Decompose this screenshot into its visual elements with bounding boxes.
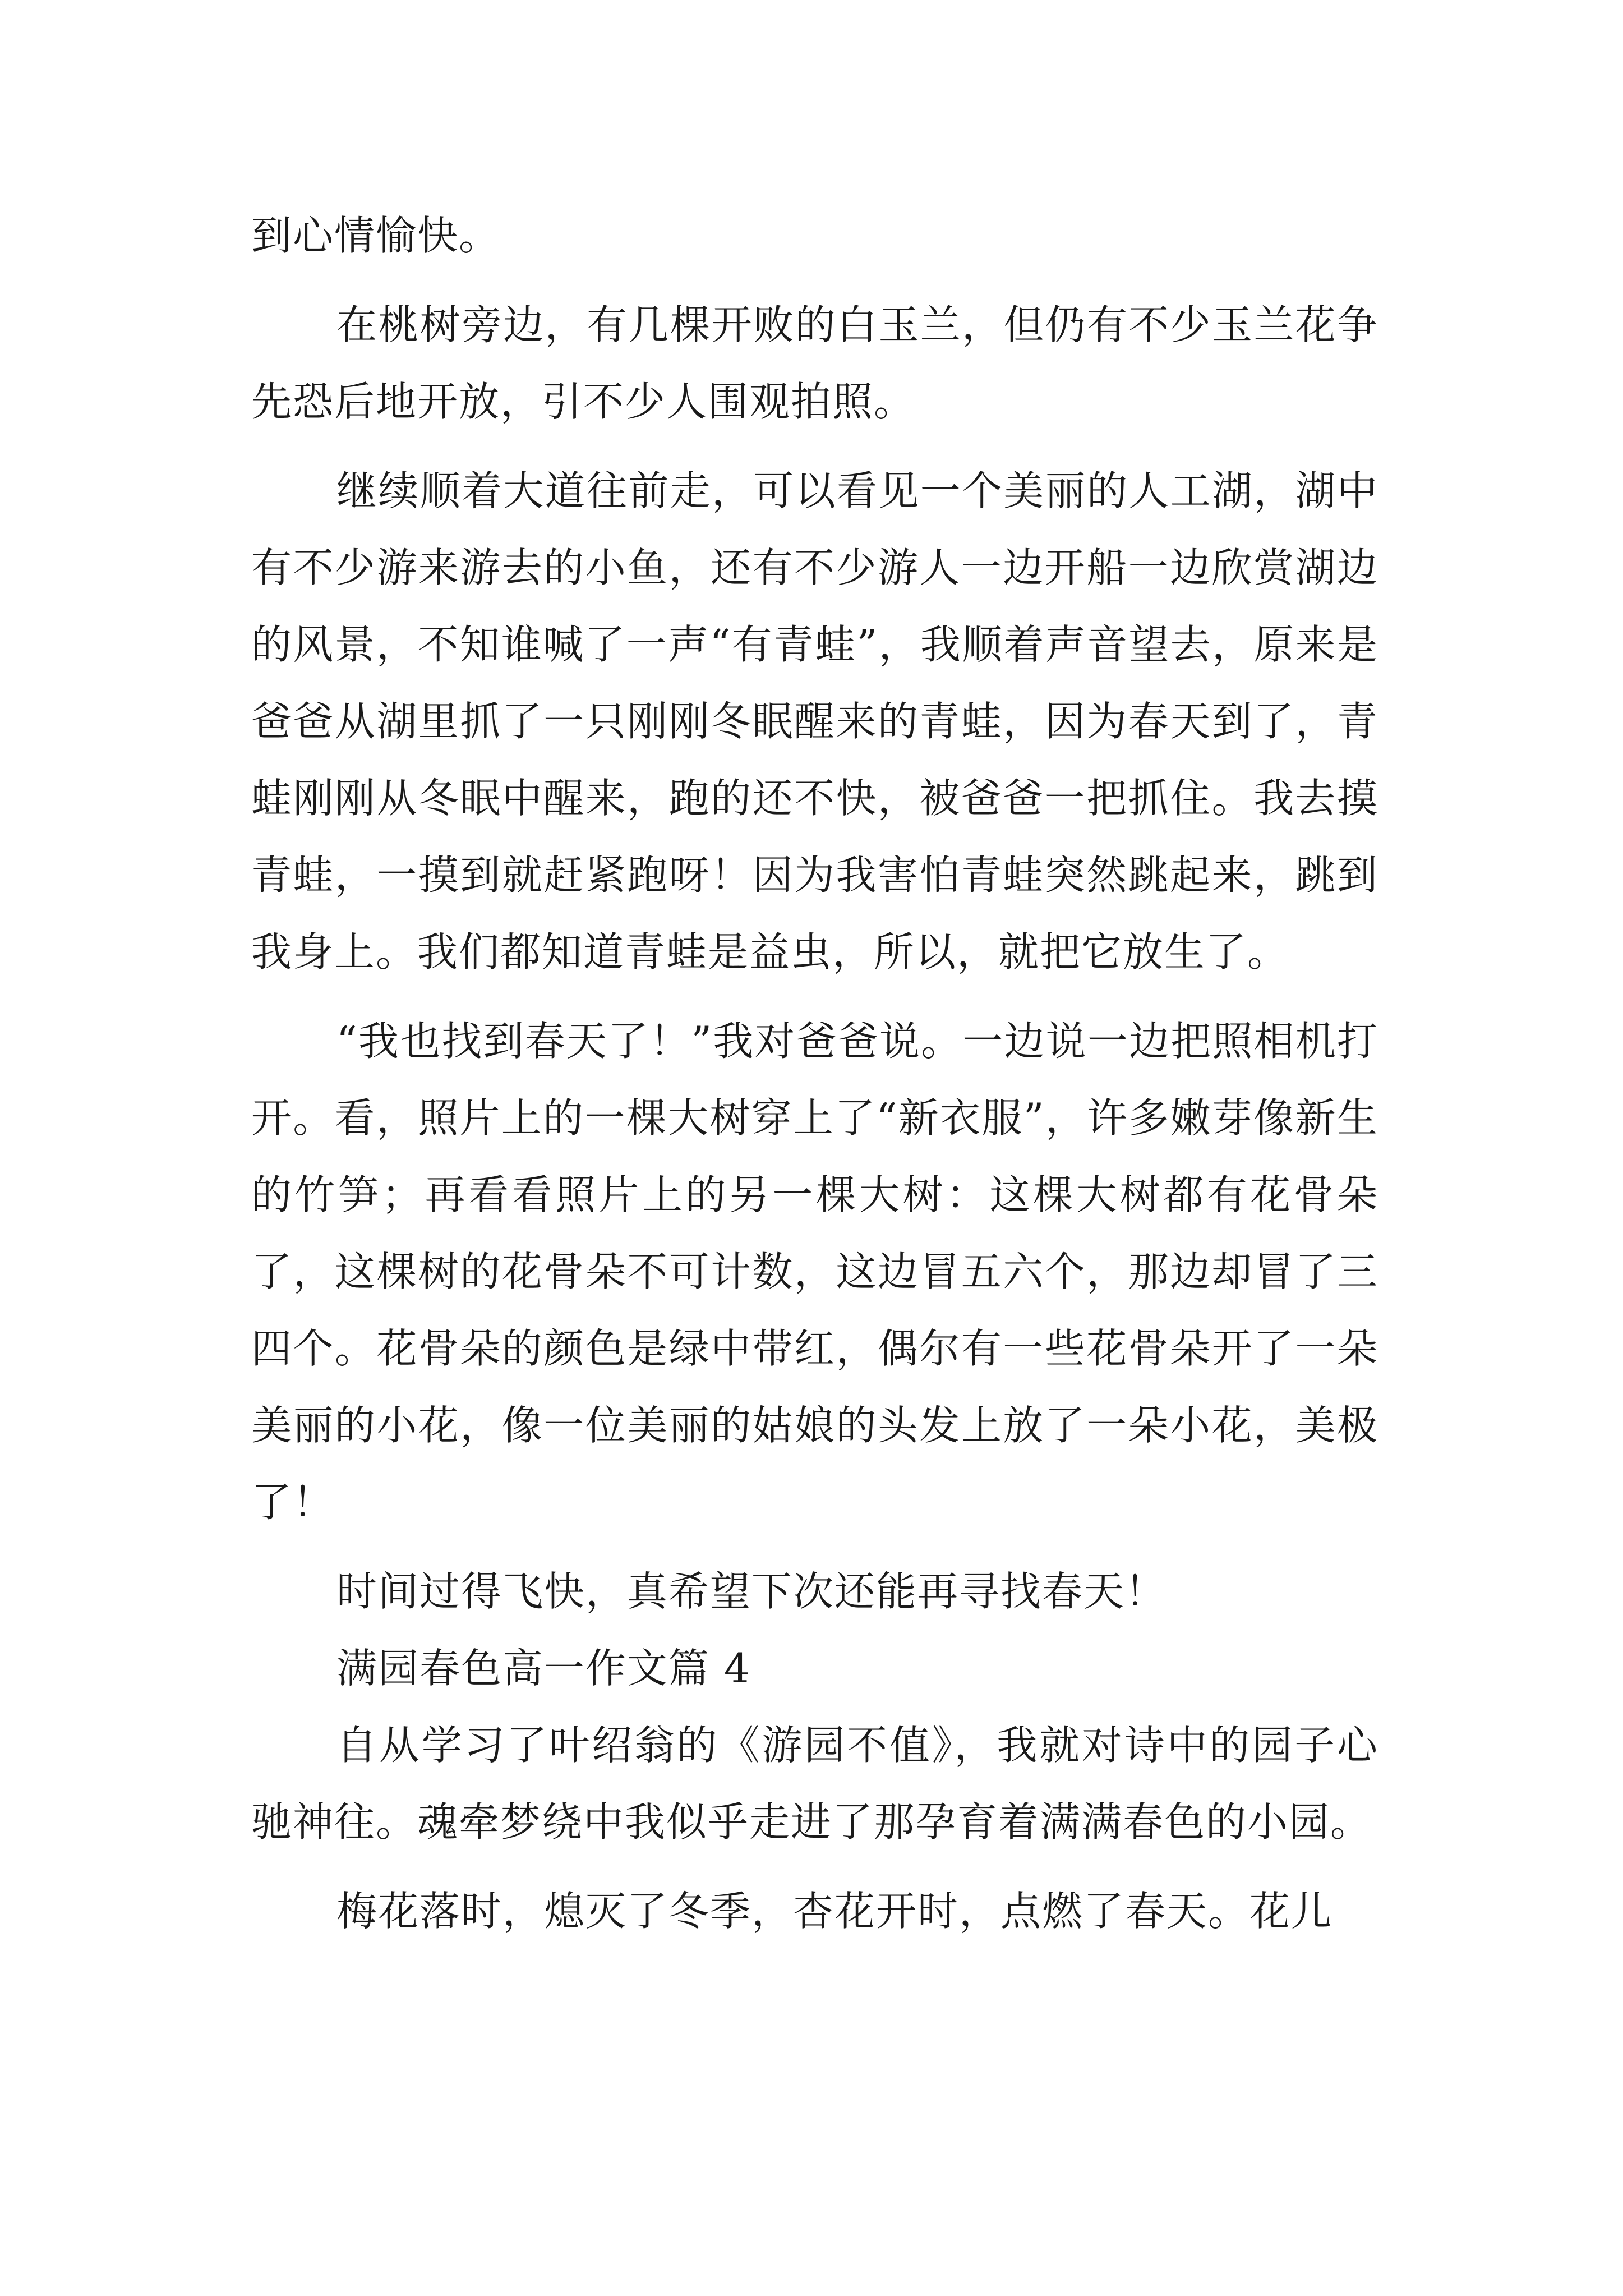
paragraph-3: 继续顺着大道往前走，可以看见一个美丽的人工湖，湖中有不少游来游去的小鱼，还有不少游人一边开船一边欣赏湖边的风景，不知谁喊了一声“有青蛙”，我顺着声音望去，原来是爸爸从湖里抓了一只刚刚冬眠醒来的青蛙，因为春天到了，青蛙刚刚从冬眠中醒来，跑的还不快，被爸爸一把抓住。我去摸青蛙，一摸到就赶紧跑呀！因为我害怕青蛙突然跳起来，跳到我身上。我们都知道青蛙是益虫，所以，就把它放生了。 [251,467,1378,976]
paragraph-6: 自从学习了叶绍翁的《游园不值》，我就对诗中的园子心驰神往。魂牵梦绕中我似乎走进了那孕育着满满春色的小园。 [251,1722,1378,1846]
document-body [251,197,1378,1950]
section-heading: 满园春色高一作文篇 4 [336,1645,751,1692]
paragraph-4: “我也找到春天了！”我对爸爸说。一边说一边把照相机打开。看，照片上的一棵大树穿上了“新衣服”，许多嫩芽像新生的竹笋；再看看照片上的另一棵大树：这棵大树都有花骨朵了，这棵树的花骨朵不可计数，这边冒五六个，那边却冒了三四个。花骨朵的颜色是绿中带红，偶尔有一些花骨朵开了一朵美丽的小花，像一位美丽的姑娘的头发上放了一朵小花，美极了！ [251,1018,1378,1526]
paragraph-7: 梅花落时，熄灭了冬季，杏花开时，点燃了春天。花儿 [336,1888,1333,1935]
paragraph-2: 在桃树旁边，有几棵开败的白玉兰，但仍有不少玉兰花争先恐后地开放，引不少人围观拍照。 [251,301,1378,425]
paragraph-1: 到心情愉快。 [251,212,501,259]
paragraph-5: 时间过得飞快，真希望下次还能再寻找春天！ [336,1568,1167,1615]
